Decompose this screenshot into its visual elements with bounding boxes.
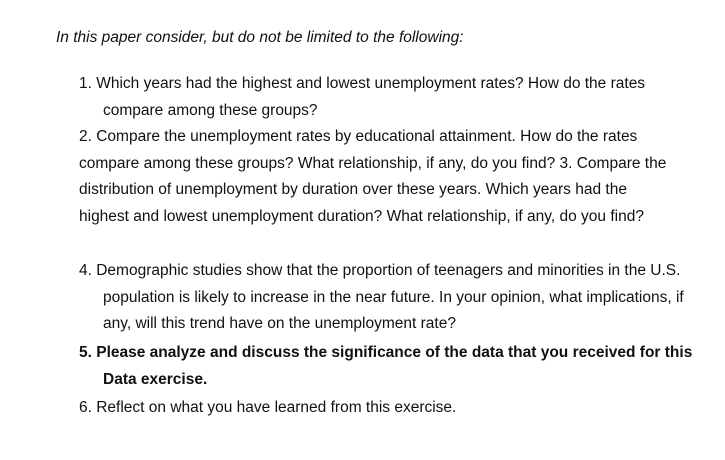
instructions-intro: In this paper consider, but do not be limited to the following: (56, 29, 464, 46)
question-item-5: 5. Please analyze and discuss the significance of the data that you received for this Data exercise. (79, 344, 693, 388)
question-item-4: 4. Demographic studies show that the proportion of teenagers and minorities in the U.S. population is likely to increase in the near future. In your opinion, what implications, if any, will this trend have on the unemployment rate? (79, 262, 684, 333)
question-item-6: 6. Reflect on what you have learned from this exercise. (79, 399, 457, 416)
question-item-2: 2. Compare the unemployment rates by educational attainment. How do the rates compare among these groups? What relationship, if any, do you find? 3. Compare the distribution of unemployment by duration over these years. Which years had the highest and lowest unemployment duration? What relationship, if any, do you find? (79, 128, 667, 225)
question-item-1: 1. Which years had the highest and lowest unemployment rates? How do the rates compare among these groups? (79, 75, 646, 119)
